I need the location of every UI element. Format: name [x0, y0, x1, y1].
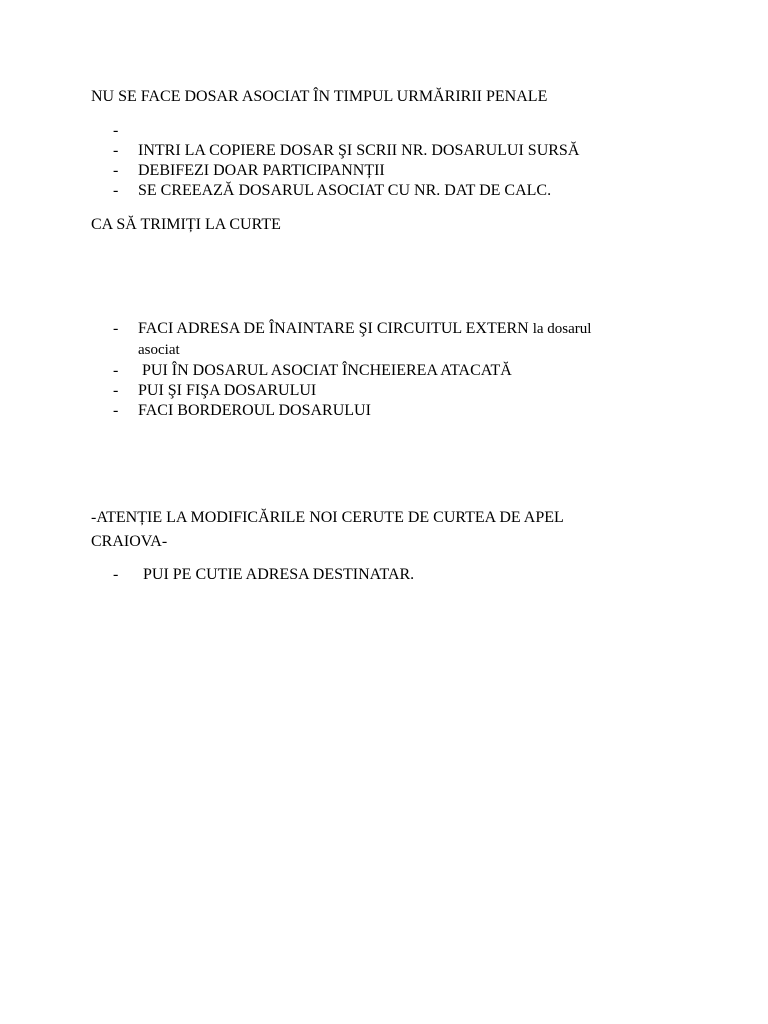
list-item-continuation: asociat: [138, 342, 180, 358]
notice-paragraph: [91, 506, 564, 554]
steps-list-box: [113, 565, 414, 585]
bullet-dash: -: [113, 382, 119, 399]
steps-list-court: [113, 319, 591, 421]
bullet-dash: -: [113, 362, 119, 379]
list-item-text: PUI ÎN DOSARUL ASOCIAT ÎNCHEIEREA ATACATĂ: [138, 362, 512, 379]
list-item: [113, 161, 579, 181]
bullet-dash: -: [113, 402, 119, 419]
list-item: [113, 401, 591, 421]
notice-line: -ATENȚIE LA MODIFICĂRILE NOI CERUTE DE CURTEA DE APEL: [91, 509, 564, 526]
list-item-text: PUI ŞI FIŞA DOSARULUI: [138, 382, 317, 399]
heading-no-associated-file: NU SE FACE DOSAR ASOCIAT ÎN TIMPUL URMĂRIRII PENALE: [91, 88, 548, 105]
heading-send-to-court: CA SĂ TRIMIȚI LA CURTE: [91, 216, 281, 233]
bullet-dash: -: [113, 182, 119, 199]
list-item: [113, 141, 579, 161]
list-item-text: INTRI LA COPIERE DOSAR ŞI SCRII NR. DOSARULUI SURSĂ: [138, 142, 580, 159]
bullet-dash: -: [113, 162, 119, 179]
list-item: [113, 361, 591, 381]
bullet-dash: -: [113, 320, 119, 337]
list-item-text: SE CREEAZĂ DOSARUL ASOCIAT CU NR. DAT DE CALC.: [138, 182, 552, 199]
list-item-text: DEBIFEZI DOAR PARTICIPANNȚII: [138, 162, 385, 179]
list-item: [113, 181, 579, 201]
list-item-text: FACI BORDEROUL DOSARULUI: [138, 402, 371, 419]
list-item-text-lowercase: la dosarul: [532, 321, 592, 337]
steps-list-copy: [113, 121, 579, 201]
bullet-dash: -: [113, 566, 119, 583]
list-item: [113, 319, 591, 361]
list-item: [113, 565, 414, 585]
list-item: [113, 121, 579, 141]
bullet-dash: -: [113, 142, 119, 159]
list-item-text: PUI PE CUTIE ADRESA DESTINATAR.: [143, 566, 415, 583]
notice-line: CRAIOVA-: [91, 533, 168, 550]
list-item: [113, 381, 591, 401]
bullet-dash: -: [113, 122, 119, 139]
list-item-text: FACI ADRESA DE ÎNAINTARE ŞI CIRCUITUL EXTERN: [138, 320, 533, 337]
